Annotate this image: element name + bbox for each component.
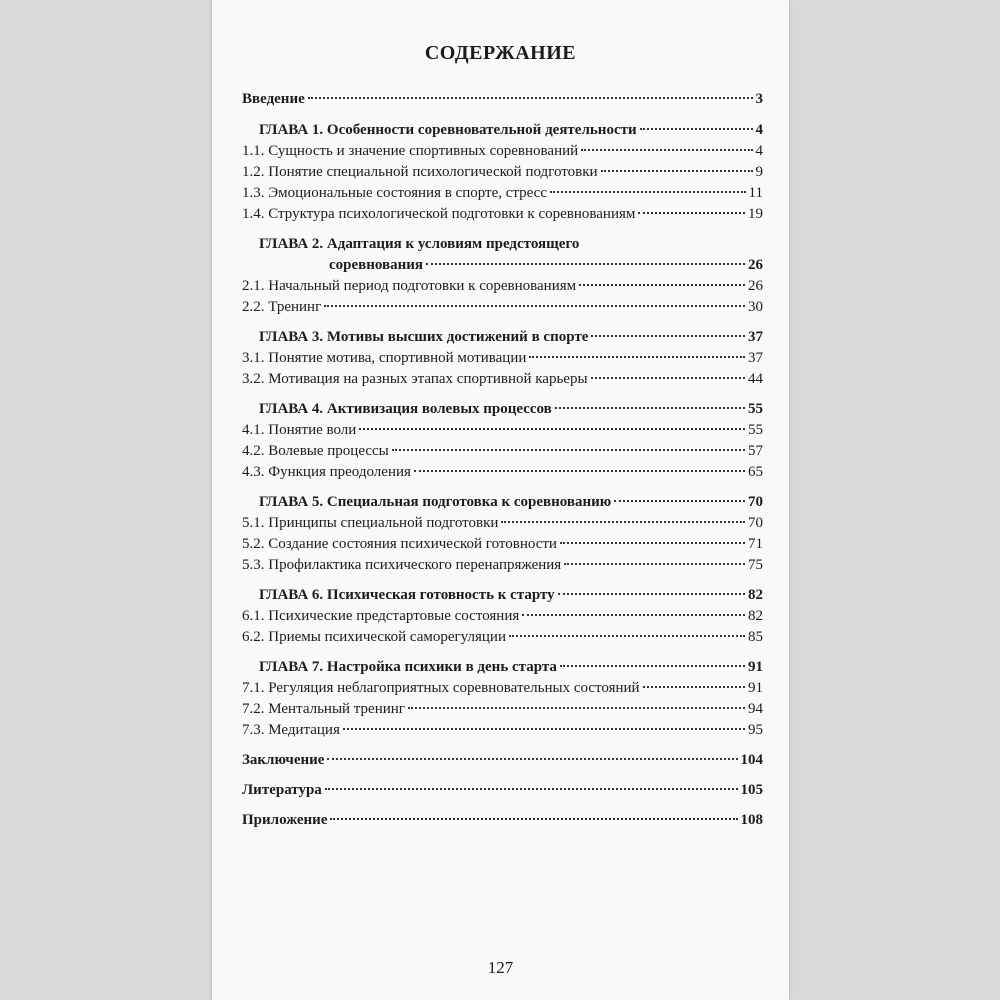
toc-entry-section[interactable]: 5.1. Принципы специальной подготовки 70 — [242, 515, 763, 531]
table-of-contents — [242, 89, 763, 831]
toc-entry-chapter-5[interactable]: ГЛАВА 5. Специальная подготовка к соревнованию 70 — [259, 494, 763, 510]
toc-entry-section[interactable]: 3.1. Понятие мотива, спортивной мотивации 37 — [242, 350, 763, 366]
toc-entry-section[interactable]: 6.2. Приемы психической саморегуляции 85 — [242, 629, 763, 645]
toc-entry-chapter-7[interactable]: ГЛАВА 7. Настройка психики в день старта 91 — [259, 659, 763, 675]
toc-entry-section[interactable]: 3.2. Мотивация на разных этапах спортивной карьеры 44 — [242, 371, 763, 387]
toc-entry-section[interactable]: 4.1. Понятие воли 55 — [242, 422, 763, 438]
toc-entry-section[interactable]: 7.1. Регуляция неблагоприятных соревновательных состояний 91 — [242, 680, 763, 696]
toc-entry-section[interactable]: 2.1. Начальный период подготовки к соревнованиям 26 — [242, 278, 763, 294]
toc-entry-chapter-6[interactable]: ГЛАВА 6. Психическая готовность к старту 82 — [259, 587, 763, 603]
toc-entry-section[interactable]: 1.1. Сущность и значение спортивных соревнований 4 — [242, 143, 763, 159]
page-title: СОДЕРЖАНИЕ — [424, 42, 577, 64]
toc-entry-section[interactable]: 6.1. Психические предстартовые состояния 82 — [242, 608, 763, 624]
toc-entry-chapter-2[interactable]: ГЛАВА 2. Адаптация к условиям предстоящего соревнования 26 — [259, 236, 763, 273]
toc-entry-section[interactable]: 1.2. Понятие специальной психологической подготовки 9 — [242, 164, 763, 180]
toc-entry-section[interactable]: 7.3. Медитация 95 — [242, 722, 763, 738]
toc-entry-section[interactable]: 4.3. Функция преодоления 65 — [242, 464, 763, 480]
toc-entry-appendix[interactable]: Приложение 108 — [242, 812, 763, 828]
toc-entry-section[interactable]: 4.2. Волевые процессы 57 — [242, 443, 763, 459]
book-page — [212, 0, 789, 1000]
page-number: 127 — [487, 958, 514, 977]
toc-entry-conclusion[interactable]: Заключение 104 — [242, 752, 763, 768]
toc-entry-section[interactable]: 1.3. Эмоциональные состояния в спорте, стресс 11 — [242, 185, 763, 201]
toc-entry-section[interactable]: 5.2. Создание состояния психической готовности 71 — [242, 536, 763, 552]
toc-entry-chapter-3[interactable]: ГЛАВА 3. Мотивы высших достижений в спорте 37 — [259, 329, 763, 345]
toc-entry-section[interactable]: 2.2. Тренинг 30 — [242, 299, 763, 315]
toc-entry-chapter-1[interactable]: ГЛАВА 1. Особенности соревновательной деятельности 4 — [259, 122, 763, 138]
toc-entry-section[interactable]: 5.3. Профилактика психического перенапряжения 75 — [242, 557, 763, 573]
toc-entry-intro[interactable]: Введение 3 — [242, 91, 763, 107]
toc-entry-literature[interactable]: Литература 105 — [242, 782, 763, 798]
toc-entry-section[interactable]: 1.4. Структура психологической подготовки к соревнованиям 19 — [242, 206, 763, 222]
toc-entry-section[interactable]: 7.2. Ментальный тренинг 94 — [242, 701, 763, 717]
toc-entry-chapter-4[interactable]: ГЛАВА 4. Активизация волевых процессов 55 — [259, 401, 763, 417]
